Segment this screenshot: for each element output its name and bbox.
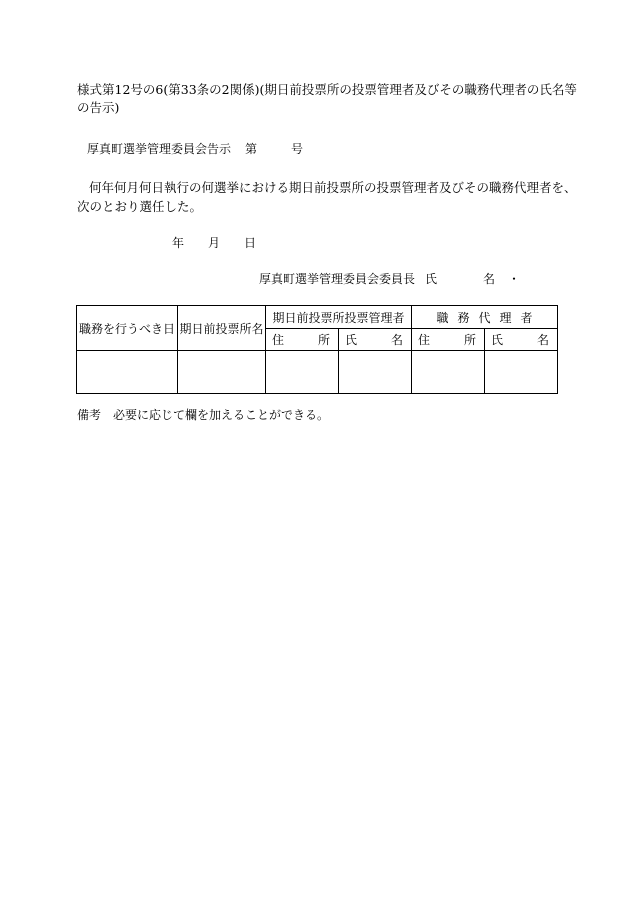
header-deputy [412,306,558,329]
signatory-title: 厚真町選挙管理委員会委員長 [259,272,416,286]
name-char-2: 名 [537,333,550,347]
header-deputy-label: 職務代理者 [436,310,542,325]
signature-line [259,273,520,285]
notice-number [87,143,303,155]
header-duty-date: 職務を行うべき日 [77,306,178,351]
officer-table [76,305,558,394]
cell-manager-address [266,351,339,394]
signatory-shi: 氏 [425,272,438,286]
notice-body-line-2: 次のとおり選任した。 [77,199,203,214]
seal-mark: ・ [508,272,521,286]
subheader-manager-address [266,329,339,351]
date-year: 年 [172,236,185,250]
signatory-mei: 名 [483,272,496,286]
date-line [172,237,256,249]
cell-place-name [178,351,266,394]
header-manager: 期日前投票所投票管理者 [266,306,412,329]
address-char-2: 所 [317,333,330,347]
date-month: 月 [208,236,221,250]
notice-go: 号 [291,142,304,156]
name-char-2: 名 [391,333,404,347]
cell-duty-date [77,351,178,394]
cell-deputy-address [412,351,485,394]
address-char-1: 住 [418,333,431,347]
table-header-row [77,306,558,329]
form-title-line-1: 様式第12号の6(第33条の2関係)(期日前投票所の投票管理者及びその職務代理者の氏名等 [77,82,577,97]
table-row [77,351,558,394]
notice-issuer: 厚真町選挙管理委員会告示 [87,142,232,156]
date-day: 日 [244,236,257,250]
cell-manager-name [339,351,412,394]
cell-deputy-name [485,351,558,394]
address-char-2: 所 [464,333,477,347]
remarks: 備考 必要に応じて欄を加えることができる。 [77,408,330,422]
notice-body-line-1: 何年何月何日執行の何選挙における期日前投票所の投票管理者及びその職務代理者を、 [89,180,577,195]
name-char-1: 氏 [345,333,358,347]
subheader-deputy-name [485,329,558,351]
header-place-name: 期日前投票所名 [178,306,266,351]
address-char-1: 住 [272,333,285,347]
subheader-manager-name [339,329,412,351]
notice-dai: 第 [245,142,258,156]
subheader-deputy-address [412,329,485,351]
name-char-1: 氏 [491,333,504,347]
form-title-line-2: の告示) [77,100,120,115]
